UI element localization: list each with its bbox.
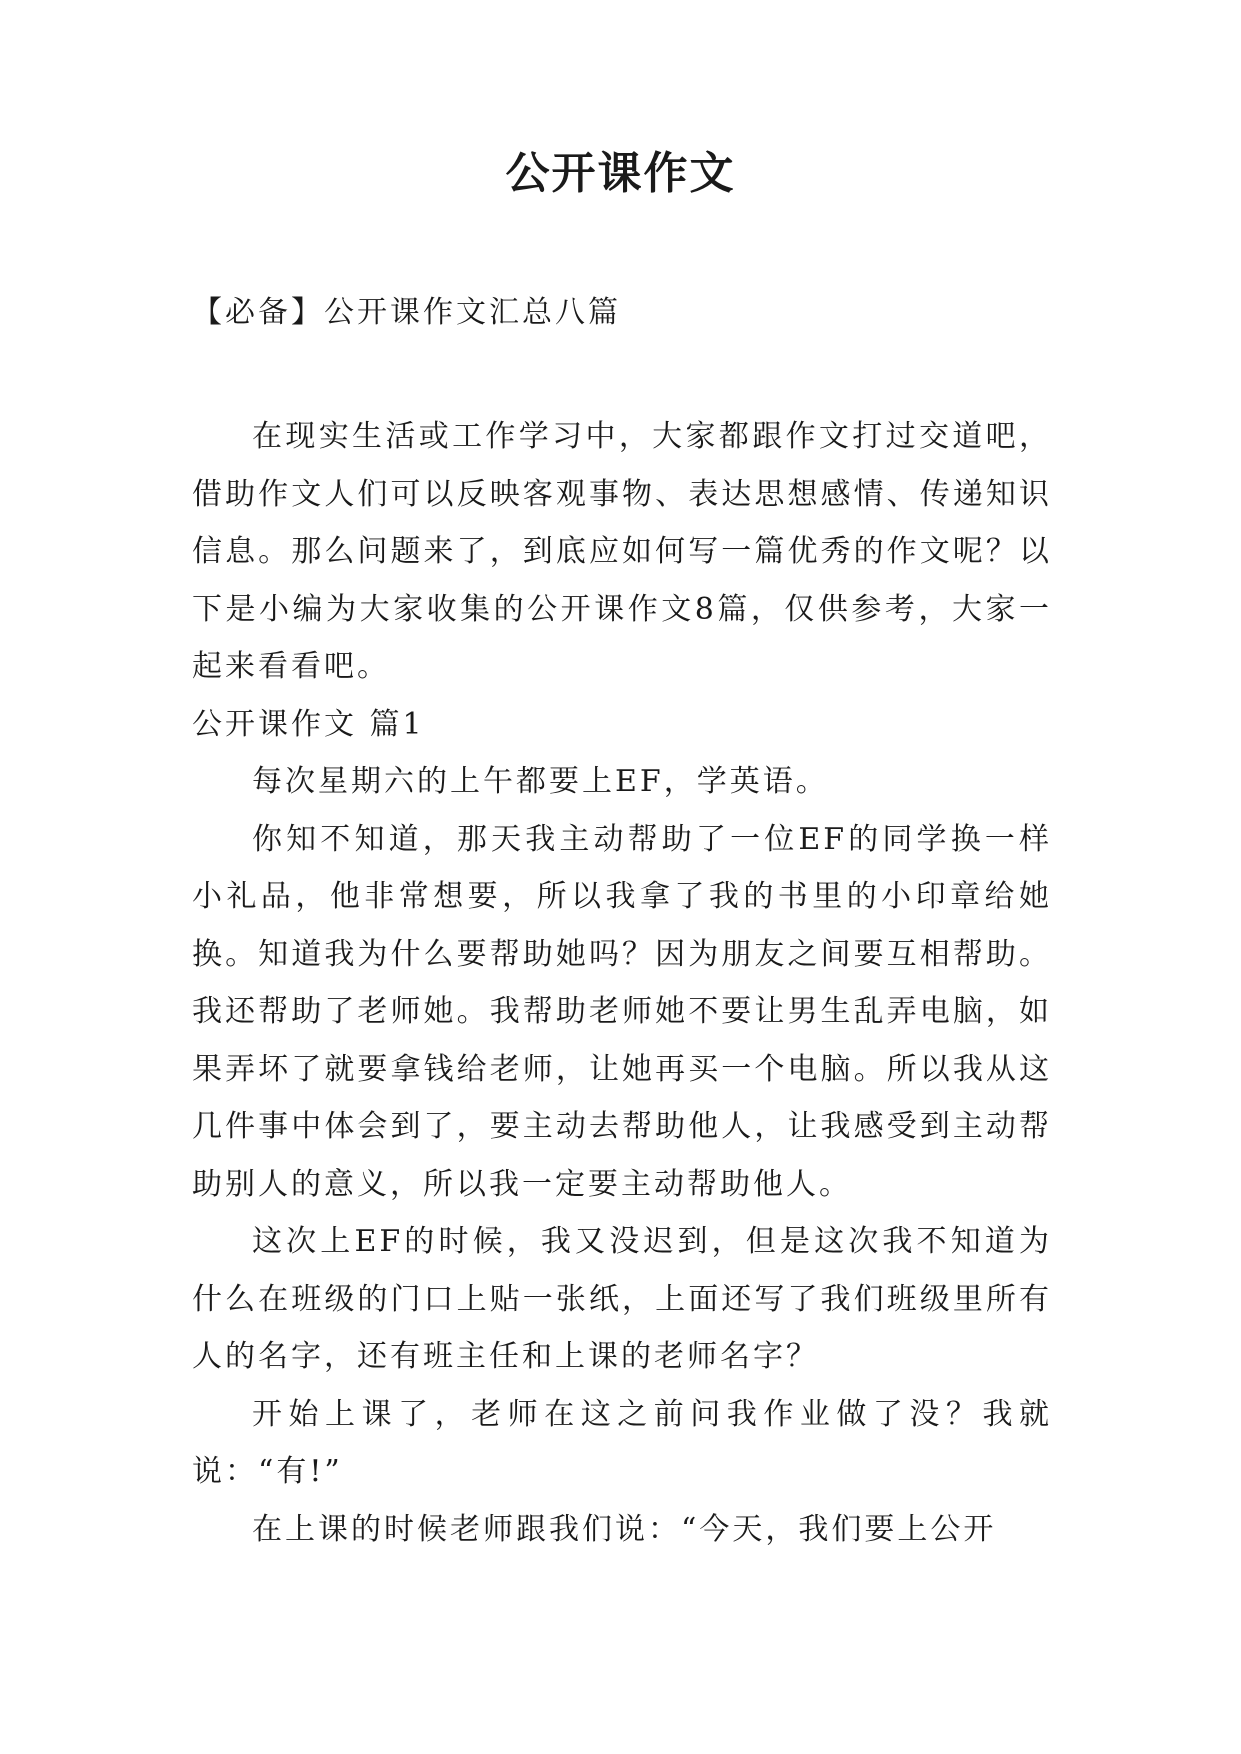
document-title: 公开课作文 [505,148,736,199]
body-paragraph: 你知不知道，那天我主动帮助了一位EF的同学换一样小礼品，他非常想要，所以我拿了我的书里的小印章给她换。知道我为什么要帮助她吗？因为朋友之间要互相帮助。我还帮助了老师她。我帮助老师她不要让男生乱弄电脑，如果弄坏了就要拿钱给老师，让她再买一个电脑。所以我从这几件事中体会到了，要主动去帮助他人，让我感受到主动帮助别人的意义，所以我一定要主动帮助他人。 [192,821,1052,1202]
document-subtitle: 【必备】公开课作文汇总八篇 [192,295,621,330]
body-paragraph: 每次星期六的上午都要上EF，学英语。 [252,764,829,799]
section-heading: 公开课作文 篇1 [192,706,425,742]
body-paragraph: 这次上EF的时候，我又没迟到，但是这次我不知道为什么在班级的门口上贴一张纸，上面还写了我们班级里所有人的名字，还有班主任和上课的老师名字？ [192,1224,1052,1374]
document-body [192,408,1052,1558]
body-paragraph: 开始上课了，老师在这之前问我作业做了没？我就说：“有!” [192,1396,1052,1489]
intro-paragraph: 在现实生活或工作学习中，大家都跟作文打过交道吧，借助作文人们可以反映客观事物、表达思想感情、传递知识信息。那么问题来了，到底应如何写一篇优秀的作文呢？以下是小编为大家收集的公开课作文8篇，仅供参考，大家一起来看看吧。 [192,419,1052,684]
body-paragraph: 在上课的时候老师跟我们说：“今天，我们要上公开 [252,1511,997,1547]
